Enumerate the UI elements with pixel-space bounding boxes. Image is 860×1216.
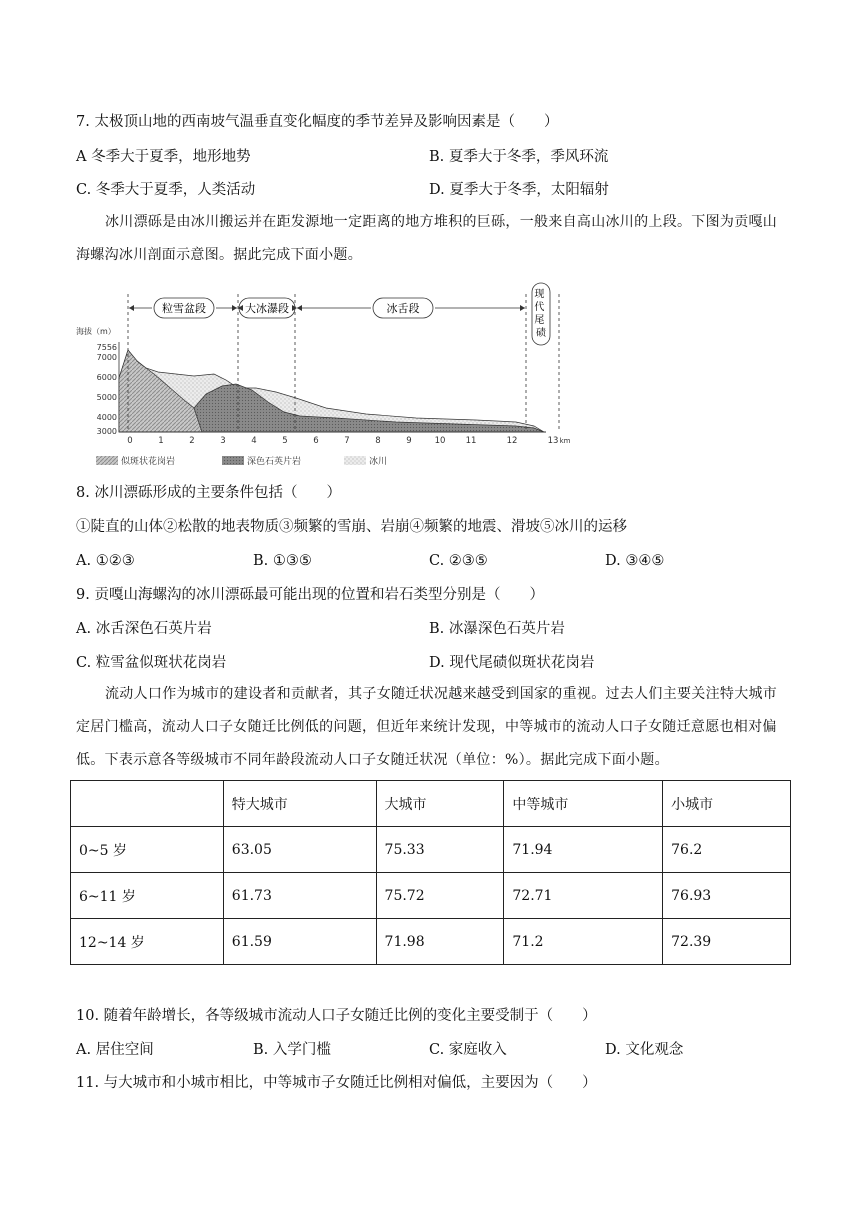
q7-option-a: A 冬季大于夏季，地形地势 xyxy=(76,149,251,165)
q9-option-c: C. 粒雪盆似斑状花岗岩 xyxy=(76,655,227,671)
legend-granite: 似斑状花岗岩 xyxy=(121,457,176,467)
glacier-profile-figure xyxy=(76,282,596,472)
svg-text:11: 11 xyxy=(465,436,477,446)
segment-glacier-tongue: 冰舌段 xyxy=(386,302,420,315)
svg-text:1: 1 xyxy=(158,436,164,446)
table-row xyxy=(71,873,791,919)
x-tick-labels xyxy=(127,436,570,446)
passage-migrant-children: 流动人口作为城市的建设者和贡献者，其子女随迁状况越来越受到国家的重视。过去人们主要关注特大城市定居门槛高，流动人口子女随迁比例低的问题，但近年来统计发现，中等城市的流动人口子女随迁意愿也相对偏低。下表示意各等级城市不同年龄段流动人口子女随迁状况（单位：%）。据此完成下面小题。 xyxy=(76,686,778,768)
segment-moraine: 现 代 尾 碛 xyxy=(534,289,546,339)
q7-option-d: D. 夏季大于冬季，太阳辐射 xyxy=(429,182,609,198)
svg-text:8: 8 xyxy=(375,436,381,446)
svg-text:6: 6 xyxy=(313,436,319,446)
y-axis-label: 海拔（m） xyxy=(76,327,116,336)
q7-option-b: B. 夏季大于冬季，季风环流 xyxy=(429,149,609,165)
table-cell: 71.94 xyxy=(504,827,663,873)
q10-option-b: B. 入学门槛 xyxy=(253,1042,331,1058)
segment-labels xyxy=(129,283,550,345)
table-cell: 75.33 xyxy=(376,827,504,873)
table-header: 中等城市 xyxy=(504,781,663,827)
q9-option-a: A. 冰舌深色石英片岩 xyxy=(76,621,212,637)
table-header: 特大城市 xyxy=(223,781,376,827)
legend-glacier: 冰川 xyxy=(369,457,388,467)
svg-text:3000: 3000 xyxy=(96,427,117,436)
table-cell: 72.39 xyxy=(663,919,791,965)
svg-text:5: 5 xyxy=(282,436,288,446)
svg-text:10: 10 xyxy=(434,436,446,446)
svg-text:7: 7 xyxy=(344,436,350,446)
svg-text:6000: 6000 xyxy=(96,373,117,382)
q9-option-b: B. 冰瀑深色石英片岩 xyxy=(429,621,565,637)
q8-option-c: C. ②③⑤ xyxy=(429,553,488,569)
y-tick-labels xyxy=(97,343,117,436)
table-cell: 71.98 xyxy=(376,919,504,965)
table-header: 小城市 xyxy=(663,781,791,827)
legend-schist: 深色石英片岩 xyxy=(247,457,302,467)
q7-stem: 7. 太极顶山地的西南坡气温垂直变化幅度的季节差异及影响因素是（ ） xyxy=(76,114,559,130)
q10-option-c: C. 家庭收入 xyxy=(429,1042,507,1058)
q7-option-c: C. 冬季大于夏季，人类活动 xyxy=(76,182,256,198)
table-row xyxy=(71,827,791,873)
q8-option-d: D. ③④⑤ xyxy=(605,553,665,569)
table-cell: 61.73 xyxy=(223,873,376,919)
table-cell: 71.2 xyxy=(504,919,663,965)
q8-stem: 8. 冰川漂砾形成的主要条件包括（ ） xyxy=(76,485,341,501)
svg-text:4000: 4000 xyxy=(96,413,117,422)
svg-text:2: 2 xyxy=(189,436,195,446)
table-cell: 76.93 xyxy=(663,873,791,919)
q8-option-a: A. ①②③ xyxy=(76,553,135,569)
svg-text:5000: 5000 xyxy=(96,393,117,402)
q10-stem: 10. 随着年龄增长，各等级城市流动人口子女随迁比例的变化主要受制于（ ） xyxy=(76,1008,597,1024)
svg-text:9: 9 xyxy=(406,436,412,446)
svg-text:3: 3 xyxy=(220,436,226,446)
svg-text:13: 13 xyxy=(547,436,559,446)
legend xyxy=(96,455,387,467)
svg-text:7556: 7556 xyxy=(96,343,117,352)
q8-items: ①陡直的山体②松散的地表物质③频繁的雪崩、岩崩④频繁的地震、滑坡⑤冰川的运移 xyxy=(76,519,627,535)
table-cell: 61.59 xyxy=(223,919,376,965)
table-cell: 63.05 xyxy=(223,827,376,873)
table-cell: 0~5 岁 xyxy=(71,827,224,873)
table-cell: 72.71 xyxy=(504,873,663,919)
svg-text:12: 12 xyxy=(506,436,518,446)
svg-text:0: 0 xyxy=(127,436,133,446)
table-header: 大城市 xyxy=(376,781,504,827)
table-header-row xyxy=(71,781,791,827)
svg-text:km: km xyxy=(559,437,571,445)
svg-text:4: 4 xyxy=(251,436,257,446)
table-cell: 76.2 xyxy=(663,827,791,873)
q8-option-b: B. ①③⑤ xyxy=(253,553,312,569)
table-cell: 12~14 岁 xyxy=(71,919,224,965)
q10-option-a: A. 居住空间 xyxy=(76,1042,154,1058)
table-header xyxy=(71,781,224,827)
segment-icefall: 大冰瀑段 xyxy=(245,302,289,315)
q9-stem: 9. 贡嘎山海螺沟的冰川漂砾最可能出现的位置和岩石类型分别是（ ） xyxy=(76,587,544,603)
table-row xyxy=(71,919,791,965)
table-cell: 6~11 岁 xyxy=(71,873,224,919)
q11-stem: 11. 与大城市和小城市相比，中等城市子女随迁比例相对偏低，主要因为（ ） xyxy=(76,1075,597,1091)
q9-option-d: D. 现代尾碛似斑状花岗岩 xyxy=(429,655,595,671)
passage-glacier: 冰川漂砾是由冰川搬运并在距发源地一定距离的地方堆积的巨砾，一般来自高山冰川的上段。下图为贡嘎山海螺沟冰川剖面示意图。据此完成下面小题。 xyxy=(76,214,778,263)
migration-table xyxy=(70,780,791,965)
segment-firn-basin: 粒雪盆段 xyxy=(162,302,206,315)
q10-option-d: D. 文化观念 xyxy=(605,1042,684,1058)
svg-text:7000: 7000 xyxy=(96,353,117,362)
table-cell: 75.72 xyxy=(376,873,504,919)
